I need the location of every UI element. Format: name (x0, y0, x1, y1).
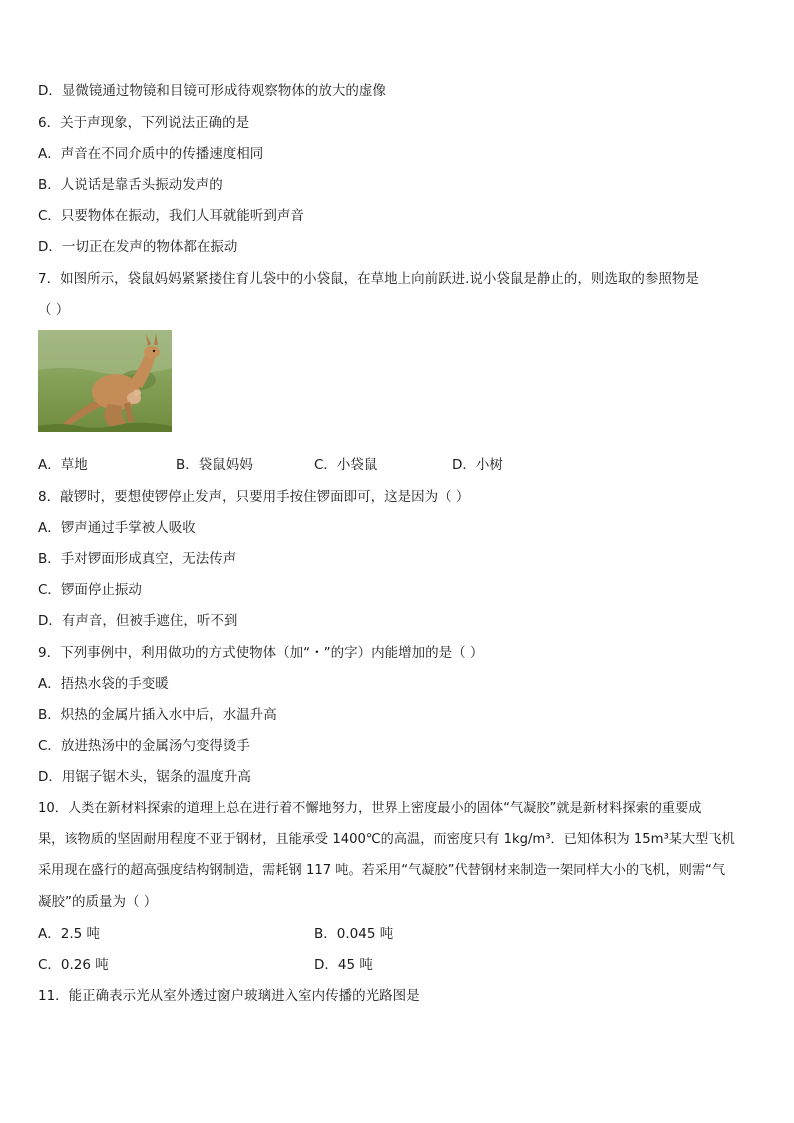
question-6-stem: 6．关于声现象，下列说法正确的是 (38, 115, 250, 131)
question-6-option-d: D．一切正在发声的物体都在振动 (38, 239, 238, 255)
question-6-option-b: B．人说话是靠舌头振动发声的 (38, 177, 223, 193)
question-10-option-b: B．0.045 吨 (314, 926, 394, 942)
question-9-option-c: C．放进热汤中的金属汤勺变得烫手 (38, 738, 250, 754)
question-7-option-a: A．草地 (38, 457, 88, 473)
question-10-stem-line-1: 10．人类在新材料探索的道理上总在进行着不懈地努力，世界上密度最小的固体“气凝胶”就是新材料探索的重要成 (38, 801, 702, 816)
question-6-option-a: A．声音在不同介质中的传播速度相同 (38, 146, 264, 162)
question-10-option-a: A．2.5 吨 (38, 926, 100, 942)
question-10-stem-line-2: 果，该物质的坚固耐用程度不亚于钢材，且能承受 1400℃的高温，而密度只有 1kg/m³．已知体积为 15m³某大型飞机 (38, 832, 735, 847)
question-9-option-b: B．炽热的金属片插入水中后，水温升高 (38, 707, 277, 723)
question-7-options (38, 455, 758, 475)
question-8-stem: 8．敲锣时，要想使锣停止发声，只要用手按住锣面即可，这是因为（ ） (38, 489, 470, 505)
question-7-option-d: D．小树 (452, 457, 503, 473)
question-10-option-d: D．45 吨 (314, 957, 373, 973)
question-8-option-b: B．手对锣面形成真空，无法传声 (38, 551, 237, 567)
question-8-option-d: D．有声音，但被手遮住，听不到 (38, 613, 238, 629)
question-7-option-c: C．小袋鼠 (314, 457, 378, 473)
kangaroo-photo (38, 330, 172, 432)
kangaroo-icon (38, 330, 172, 432)
question-6-option-c: C．只要物体在振动，我们人耳就能听到声音 (38, 208, 304, 224)
question-10-stem-line-4: 凝胶”的质量为（ ） (38, 894, 158, 910)
question-7-paren: （ ） (38, 302, 70, 318)
question-7-stem: 7．如图所示，袋鼠妈妈紧紧搂住育儿袋中的小袋鼠，在草地上向前跃进.说小袋鼠是静止的，则选取的参照物是 (38, 271, 699, 287)
question-7-option-b: B．袋鼠妈妈 (176, 457, 253, 473)
question-8-option-a: A．锣声通过手掌被人吸收 (38, 520, 196, 536)
question-10-option-c: C．0.26 吨 (38, 957, 109, 973)
question-8-option-c: C．锣面停止振动 (38, 582, 142, 598)
question-9-option-a: A．捂热水袋的手变暖 (38, 676, 169, 692)
question-11-stem: 11．能正确表示光从室外透过窗户玻璃进入室内传播的光路图是 (38, 988, 420, 1004)
question-9-stem: 9．下列事例中，利用做功的方式使物体（加“・”的字）内能增加的是（ ） (38, 645, 484, 661)
question-10-options-row-2 (38, 955, 758, 975)
question-10-stem-line-3: 采用现在盛行的超高强度结构钢制造，需耗钢 117 吨。若采用“气凝胶”代替钢材来制造一架同样大小的飞机，则需“气 (38, 863, 726, 878)
question-5-option-d: D．显微镜通过物镜和目镜可形成待观察物体的放大的虚像 (38, 83, 386, 99)
question-9-option-d: D．用锯子锯木头，锯条的温度升高 (38, 769, 251, 785)
question-10-options-row-1 (38, 924, 758, 944)
